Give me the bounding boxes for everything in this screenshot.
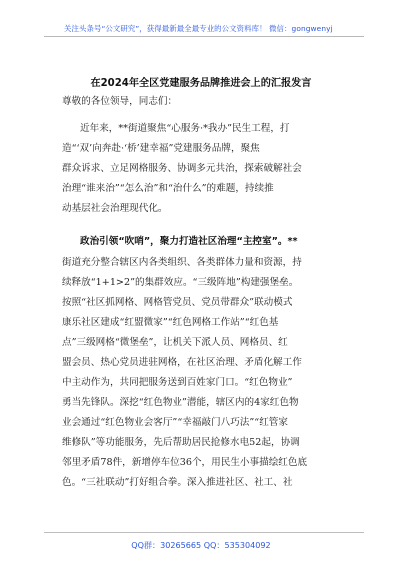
document-title: 在2024年全区党建服务品牌推进会上的汇报发言 (90, 77, 312, 89)
paragraph-line: 维修队”等功能服务，先后帮助居民抢修水电52起，协调 (62, 437, 300, 448)
section-heading: 政治引领“吹哨”，聚力打造社区治理“主控室”。** (80, 236, 298, 247)
paragraph-line: 色。“三社联动”打好组合拳。深入推进社区、社工、社 (62, 477, 293, 488)
paragraph-line: 治理“谁来治”“怎么治”和“治什么”的难题，持续推 (62, 183, 274, 194)
salutation: 尊敬的各位领导，同志们： (62, 96, 178, 107)
paragraph-line: 街道充分整合辖区内各类组织、各类群体力量和资源，持 (62, 257, 302, 268)
paragraph-line: 勇当先锋队。深挖“红色物业”潜能，辖区内的4家红色物 (62, 397, 299, 408)
footer-divider (44, 532, 364, 533)
paragraph-line: 点”三级网格“微堡垒”，让机关下派人员、网格员、红 (62, 337, 288, 348)
header-notice: 关注头条号“公文研究”，获得最新最全最专业的公文资料库！ 微信：gongwenyj (64, 24, 333, 33)
paragraph-line: 邻里矛盾78件，新增停车位36个，用民生小事描绘红色底 (62, 457, 308, 468)
paragraph-line: 近年来，**街道聚焦“心服务·*我办”民生工程，打 (80, 123, 290, 134)
footer-contact: QQ群：30265665 QQ：535304092 (131, 540, 271, 550)
header-divider (44, 36, 364, 37)
paragraph-line: 造“‘双’向奔赴·‘桥’建幸福”党建服务品牌，聚焦 (62, 143, 260, 154)
paragraph-line: 盟会员、热心党员进驻网格，在社区治理、矛盾化解工作 (62, 357, 302, 368)
paragraph-line: 按照“社区抓网格、网格管党员、党员带群众”联动模式 (62, 297, 293, 308)
paragraph-line: 动基层社会治理现代化。 (62, 203, 168, 214)
paragraph-line: 康乐社区建成“红盟微家”“红色网格工作站”“红色基 (62, 317, 279, 328)
paragraph-line: 业会通过“红色物业会客厅”“幸福敲门八巧法”“红管家 (62, 417, 288, 428)
paragraph-line: 续释放“1+1>2”的集群效应。“三级阵地”构建强堡垒。 (62, 277, 299, 288)
paragraph-line: 群众诉求、立足网格服务、协调多元共治，探索破解社会 (62, 163, 302, 174)
paragraph-line: 中主动作为，共同把服务送到百姓家门口。“红色物业” (62, 377, 293, 388)
